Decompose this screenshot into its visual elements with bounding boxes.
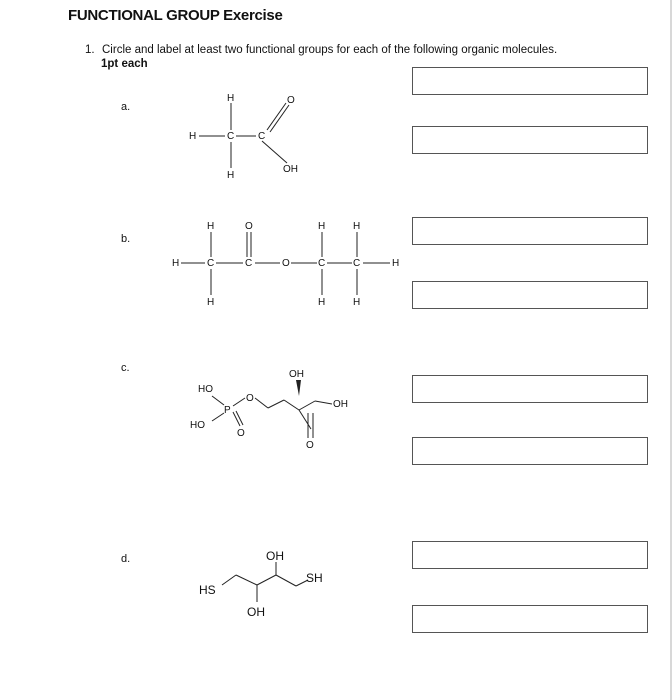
atom-b-c4: C <box>353 258 361 269</box>
atom-c-oh1: OH <box>289 369 304 380</box>
molecule-c <box>212 396 332 438</box>
atom-b-h4: H <box>318 221 326 232</box>
atom-b-h2: H <box>207 221 215 232</box>
atom-c-ho2: HO <box>190 420 205 431</box>
atom-b-h8: H <box>392 258 400 269</box>
atom-d-hs: HS <box>199 583 216 597</box>
atom-a-oh: OH <box>283 164 298 175</box>
atom-b-h5: H <box>318 297 326 308</box>
question-number: 1. <box>85 44 95 56</box>
atom-d-sh: SH <box>306 571 323 585</box>
atom-c-o3: O <box>306 440 314 451</box>
atom-a-o: O <box>287 95 295 106</box>
molecule-a <box>199 103 289 168</box>
page-title: FUNCTIONAL GROUP Exercise <box>68 7 283 24</box>
atom-b-h3: H <box>207 297 215 308</box>
atom-d-oh1: OH <box>266 549 284 563</box>
atom-c-o2: O <box>237 428 245 439</box>
atom-b-h6: H <box>353 221 361 232</box>
atom-b-o2: O <box>282 258 290 269</box>
atom-d-oh2: OH <box>247 605 265 619</box>
atom-c-ho1: HO <box>198 384 213 395</box>
atom-b-h7: H <box>353 297 361 308</box>
atom-b-o1: O <box>245 221 253 232</box>
atom-a-c1: C <box>227 131 235 142</box>
atom-a-h2: H <box>227 93 235 104</box>
points-note: 1pt each <box>101 58 148 70</box>
molecule-d <box>222 562 308 602</box>
atom-c-oh2: OH <box>333 399 348 410</box>
question-text: Circle and label at least two functional groups for each of the following organic molecules. <box>102 44 558 56</box>
item-label-c: c. <box>121 362 130 374</box>
atom-a-h1: H <box>189 131 197 142</box>
item-label-b: b. <box>121 233 131 245</box>
atom-b-h1: H <box>172 258 180 269</box>
atom-c-p: P <box>224 405 231 416</box>
atom-b-c3: C <box>318 258 326 269</box>
item-label-d: d. <box>121 553 131 565</box>
atom-b-c1: C <box>207 258 215 269</box>
atom-b-c2: C <box>245 258 253 269</box>
item-label-a: a. <box>121 101 131 113</box>
atom-c-o1: O <box>246 393 254 404</box>
atom-a-h3: H <box>227 170 235 181</box>
atom-a-c2: C <box>258 131 266 142</box>
